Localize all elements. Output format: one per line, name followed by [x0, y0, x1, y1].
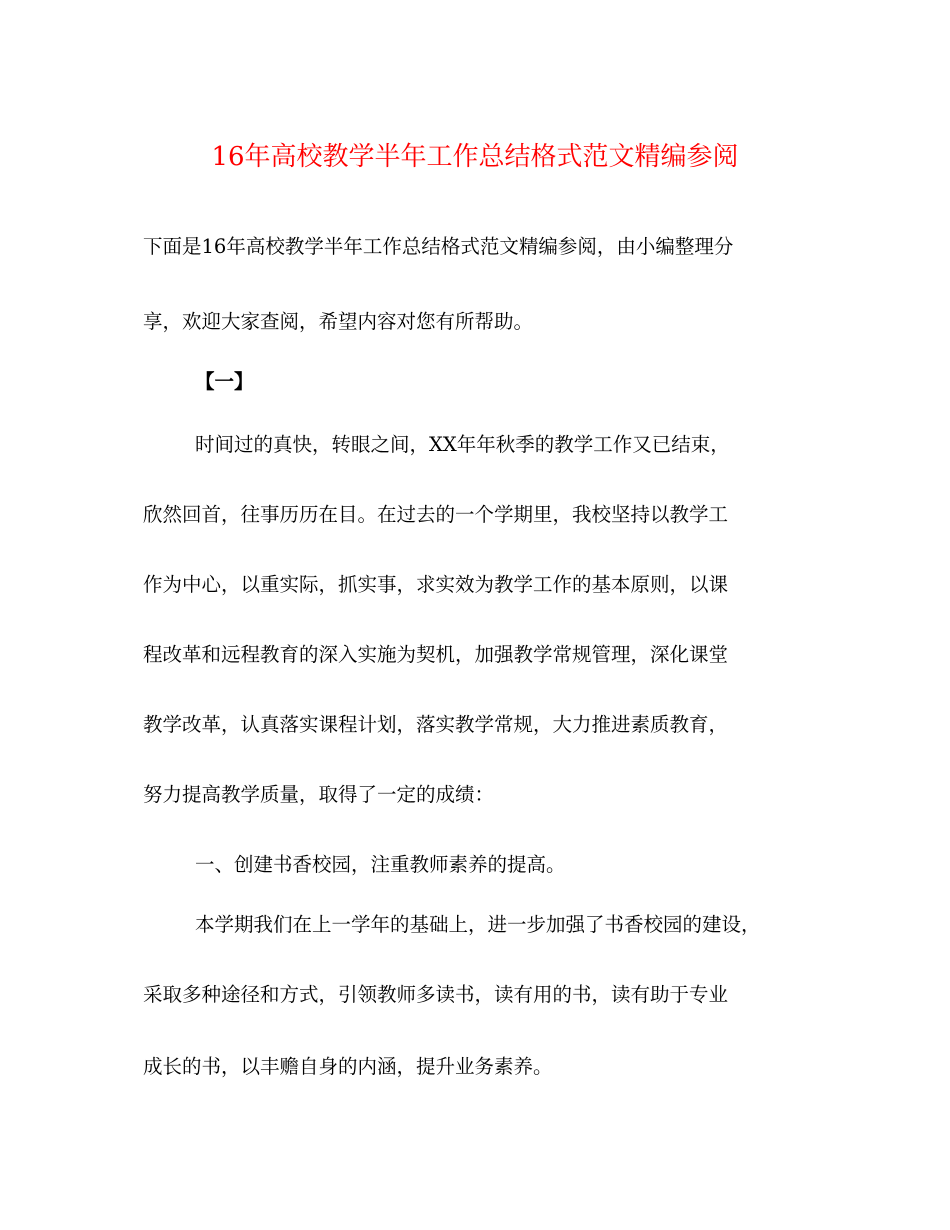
paragraph-line-5: 作为中心，以重实际，抓实事，求实效为教学工作的基本原则，以课 — [143, 573, 729, 596]
section-heading-1: 【一】 — [195, 370, 254, 393]
document-title: 16年高校教学半年工作总结格式范文精编参阅 — [211, 142, 739, 172]
paragraph-line-2: 享，欢迎大家查阅，希望内容对您有所帮助。 — [143, 310, 534, 333]
paragraph-line-8: 努力提高教学质量，取得了一定的成绩： — [143, 783, 495, 806]
subheading-line-1: 一、创建书香校园，注重教师素养的提高。 — [195, 853, 566, 876]
paragraph-line-3: 时间过的真快，转眼之间，XX年年秋季的教学工作又已结束， — [195, 433, 730, 456]
paragraph-line-4: 欣然回首，往事历历在目。在过去的一个学期里，我校坚持以教学工 — [143, 503, 729, 526]
paragraph-line-6: 程改革和远程教育的深入实施为契机，加强教学常规管理，深化课堂 — [143, 643, 729, 666]
paragraph-line-1: 下面是16年高校教学半年工作总结格式范文精编参阅，由小编整理分 — [143, 235, 734, 258]
paragraph-line-9: 本学期我们在上一学年的基础上，进一步加强了书香校园的建设， — [195, 913, 761, 936]
paragraph-line-7: 教学改革，认真落实课程计划，落实教学常规，大力推进素质教育， — [143, 713, 729, 736]
paragraph-line-11: 成长的书，以丰赡自身的内涵，提升业务素养。 — [143, 1055, 553, 1078]
paragraph-line-10: 采取多种途径和方式，引领教师多读书，读有用的书，读有助于专业 — [143, 983, 729, 1006]
